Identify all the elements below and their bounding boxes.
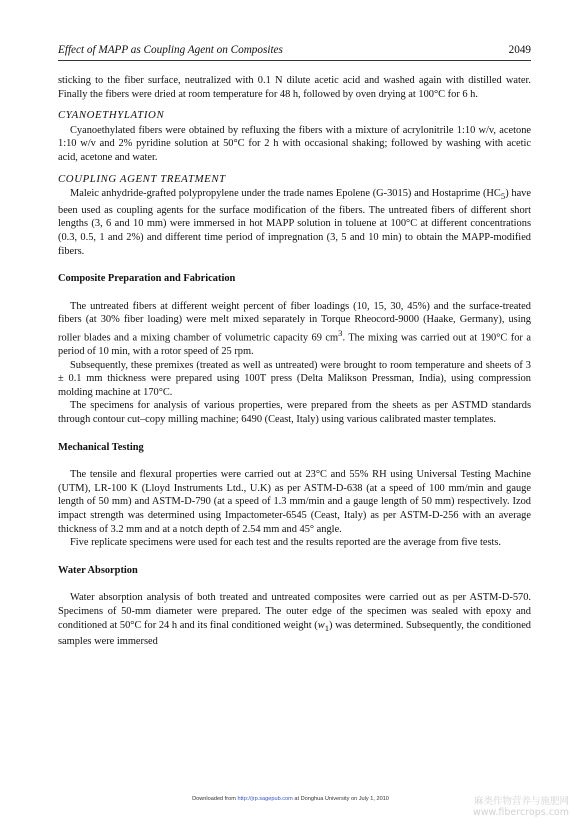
superscript: 3 — [338, 327, 343, 338]
watermark — [473, 796, 569, 818]
composite-paragraph-2: Subsequently, these premixes (treated as well as untreated) were brought to room temperature and sheets of 3 ± 0.1 mm thickness were prepared using 100T press (Delta Malikson Pressman, India), using compression molding machine at 170°C. — [58, 359, 531, 398]
watermark-line-2: www.fibercrops.com — [472, 807, 569, 818]
continuation-paragraph: sticking to the fiber surface, neutralized with 0.1 N dilute acetic acid and washed again with distilled water. Finally the fibers were dried at room temperature for 48 h, followed by oven drying at 100°C for 6 h. — [58, 75, 531, 100]
footer-link[interactable]: http://jrp.sagepub.com — [237, 796, 293, 802]
coupling-agent-paragraph — [58, 187, 531, 258]
composite-section-heading: Composite Preparation and Fabrication — [58, 273, 236, 285]
composite-paragraph-1 — [58, 300, 531, 359]
text-run: Maleic anhydride-grafted polypropylene under the trade names Epolene (G-3015) and Hostaprime (HC — [70, 188, 501, 200]
footer-suffix: at Donghua University on July 1, 2010 — [292, 796, 389, 802]
running-title: Effect of MAPP as Coupling Agent on Composites — [58, 44, 283, 56]
footer-prefix: Downloaded from — [192, 796, 238, 802]
watermark-line-1: 麻类作物营养与施肥网 — [473, 796, 569, 807]
article-body — [58, 74, 531, 649]
running-header — [58, 44, 531, 60]
text-run: . The mixing was carried out at 190°C for a period of 10 min, with a rotor speed of 25 rpm. — [58, 332, 531, 358]
subscript: 5 — [500, 191, 506, 202]
cyanoethylation-paragraph: Cyanoethylated fibers were obtained by refluxing the fibers with a mixture of acrylonitrile 1:10 w/v, acetone 1:10 w/v and 2% pyridine solution at 50°C for 2 h with occasional shaking; followed by washing with acetic acid, acetone and water. — [58, 124, 531, 163]
mechanical-paragraph-1: The tensile and flexural properties were carried out at 23°C and 55% RH using Universal Testing Machine (UTM), LR-100 K (Lloyd Instruments Ltd., U.K) as per ASTM-D-638 (at a speed of 100 mm/min and gauge length of 50 mm) and ASTM-D-790 (at a speed of 1.3 mm/min and a gauge length of 50 mm) respectively. Izod impact strength was determined using Impactometer-6545 (Ceast, Italy) as per ASTM-D-256 with an average thickness of 3.2 mm and at a notch depth of 2.54 mm and 45° angle. — [58, 469, 531, 535]
composite-paragraph-3: The specimens for analysis of various properties, were prepared from the sheets as per ASTMD standards through contour cut–copy milling machine; 6490 (Ceast, Italy) using various calibrated master templates. — [58, 400, 531, 426]
cyanoethylation-heading: CYANOETHYLATION — [58, 109, 165, 122]
text-run: Water absorption analysis of both treated and untreated composites were carried out as per ASTM-D-570. Specimens of 50-mm diameter were prepared. The outer edge of the specimen was sealed with epoxy and conditioned at 50°C for 24 h and its final conditioned weight ( — [58, 592, 531, 631]
water-paragraph-1 — [58, 591, 531, 648]
page-number: 2049 — [508, 44, 531, 56]
water-section-heading: Water Absorption — [58, 564, 138, 576]
header-rule — [58, 60, 531, 61]
text-run: ) have been used as coupling agents for the surface modification of the fibers. The untreated fibers of different short lengths (3, 6 and 10 mm) were immersed in hot MAPP solution in toluene at 100°C at different concentrations (0.3, 0.5, 1 and 2%) and different time period of impregnation (3, 5 and 10 min) to obtain the MAPP-modified fibers. — [58, 188, 531, 257]
coupling-agent-heading: COUPLING AGENT TREATMENT — [58, 172, 226, 185]
text-run: The untreated fibers at different weight percent of fiber loadings (10, 15, 30, 45%) and the surface-treated fibers (at 30% fiber loading) were melt mixed separately in Torque Rheocord-9000 (Haake, Germany), using roller blades and a mixing chamber of volumetric capacity 69 cm — [58, 300, 531, 344]
variable: w — [317, 619, 325, 631]
text-run: ) was determined. Subsequently, the conditioned samples were immersed — [58, 619, 531, 648]
mechanical-paragraph-2: Five replicate specimens were used for each test and the results reported are the average from five tests. — [70, 537, 502, 549]
subscript: 1 — [324, 622, 330, 633]
mechanical-section-heading: Mechanical Testing — [58, 441, 144, 453]
